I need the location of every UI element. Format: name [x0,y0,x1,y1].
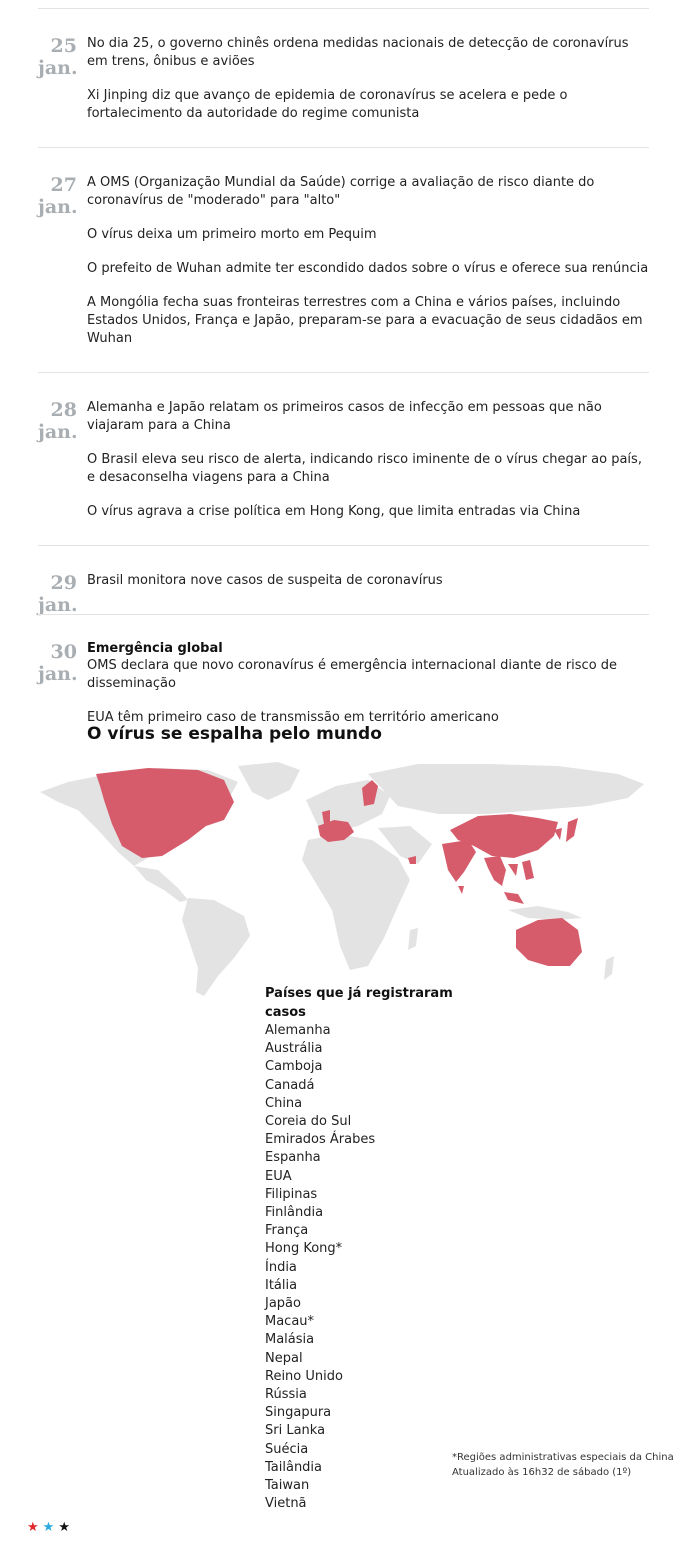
country-item: Itália [265,1277,298,1293]
country-item: EUA [265,1168,292,1184]
timeline-entry [38,8,649,147]
country-item: Rússia [265,1387,307,1403]
date-day: 25 [50,35,77,57]
entry-events [87,373,649,545]
entry-date [38,35,77,79]
country-item: Macau* [265,1314,315,1330]
event-heading: Emergência global [87,641,223,656]
brand-stars [27,1520,74,1535]
timeline-entry [38,545,649,614]
timeline [38,8,649,751]
country-item: China [265,1095,303,1111]
event-text: Alemanha e Japão relatam os primeiros casos de infecção em pessoas que não viajaram para a China [87,400,602,433]
legend-title: Países que já registraram casos [265,986,453,1020]
country-item: Camboja [265,1059,323,1075]
entry-events [87,546,649,614]
event-text: Xi Jinping diz que avanço de epidemia de coronavírus se acelera e pede o fortalecimento da autoridade do regime comunista [87,88,568,121]
country-item: Reino Unido [265,1368,343,1384]
event-text: O Brasil eleva seu risco de alerta, indicando risco iminente de o vírus chegar ao país, e desaconselha viagens para a China [87,452,642,485]
timeline-entry [38,372,649,545]
event-text: O vírus agrava a crise política em Hong Kong, que limita entradas via China [87,504,581,519]
country-item: Espanha [265,1150,321,1166]
country-item: Taiwan [265,1478,310,1494]
event-text: No dia 25, o governo chinês ordena medidas nacionais de detecção de coronavírus em trens, ônibus e aviões [87,36,629,69]
date-day: 29 [50,572,77,594]
event-text: A Mongólia fecha suas fronteiras terrestres com a China e vários países, incluindo Estados Unidos, França e Japão, preparam-se para a evacuação de seus cidadãos em Wuhan [87,295,643,346]
country-item: Singapura [265,1405,332,1421]
event-text: Brasil monitora nove casos de suspeita de coronavírus [87,573,443,588]
country-item: Índia [265,1259,297,1275]
entry-date [38,174,77,218]
countries-legend [265,984,485,1512]
timeline-entry [38,147,649,372]
blue-star-icon: ★ [42,1520,59,1535]
country-item: Japão [265,1296,301,1312]
date-day: 27 [50,174,77,196]
country-item: Austrália [265,1041,323,1057]
date-month: jan. [38,663,78,685]
entry-date [38,399,77,443]
world-map [38,760,649,990]
country-item: Sri Lanka [265,1423,326,1439]
entry-date [38,641,77,685]
event-text: O vírus deixa um primeiro morto em Pequim [87,227,377,242]
entry-events [87,148,649,372]
note-updated: Atualizado às 16h32 de sábado (1º) [452,1467,632,1478]
note-footnote: *Regiões administrativas especiais da China [452,1452,674,1463]
map-title: O vírus se espalha pelo mundo [87,724,382,744]
country-item: Malásia [265,1332,315,1348]
date-month: jan. [38,594,78,616]
country-item: Tailândia [265,1459,323,1475]
entry-date [38,572,77,616]
event-text: O prefeito de Wuhan admite ter escondido dados sobre o vírus e oferece sua renúncia [87,261,649,276]
country-list [265,1022,485,1513]
entry-events [87,9,649,147]
country-item: Nepal [265,1350,303,1366]
country-item: Finlândia [265,1205,324,1221]
event-text: A OMS (Organização Mundial da Saúde) corrige a avaliação de risco diante do coronavírus de "moderado" para "alto" [87,175,595,208]
date-month: jan. [38,421,78,443]
date-day: 30 [50,641,77,663]
country-item: Canadá [265,1077,315,1093]
country-item: Alemanha [265,1023,331,1038]
country-item: Emirados Árabes [265,1132,376,1148]
event-text: OMS declara que novo coronavírus é emergência internacional diante de risco de disseminação [87,658,618,691]
country-item: Filipinas [265,1186,318,1202]
date-month: jan. [38,196,78,218]
black-star-icon: ★ [58,1520,74,1535]
country-item: França [265,1223,309,1239]
date-day: 28 [50,399,77,421]
date-month: jan. [38,57,78,79]
red-star-icon: ★ [27,1520,43,1535]
event-text: EUA têm primeiro caso de transmissão em território americano [87,710,499,725]
country-item: Coreia do Sul [265,1114,352,1130]
country-item: Suécia [265,1441,309,1457]
country-item: Vietnã [265,1496,307,1512]
country-item: Hong Kong* [265,1241,343,1257]
map-note [452,1450,674,1480]
